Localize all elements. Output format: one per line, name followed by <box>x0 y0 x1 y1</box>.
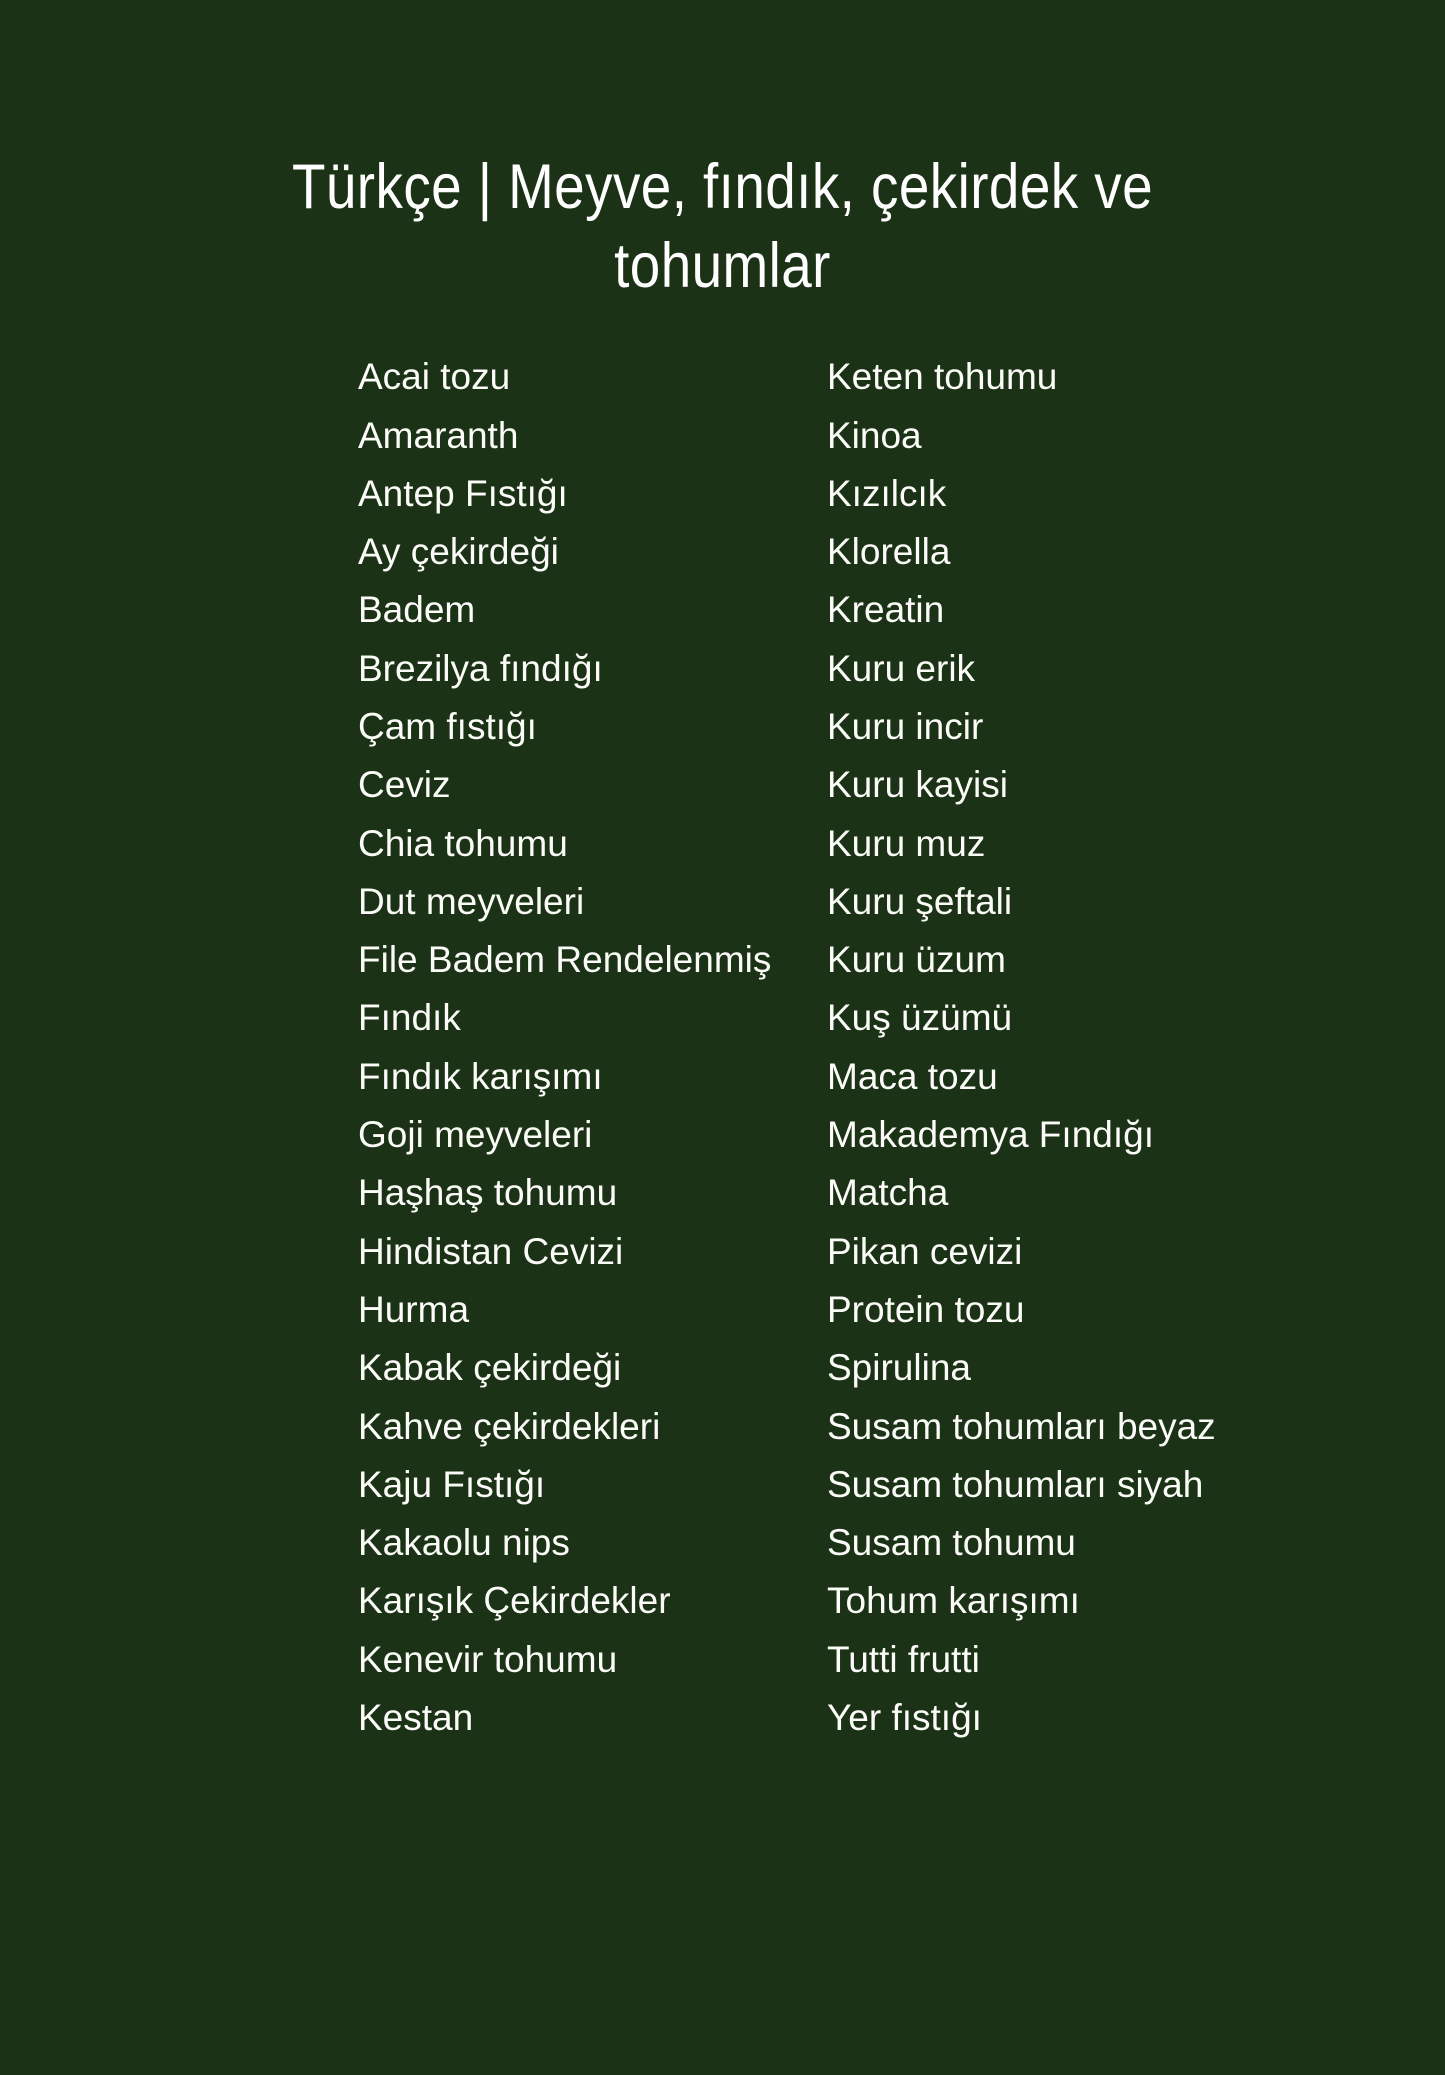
list-item: Chia tohumu <box>358 822 568 864</box>
list-item: Fındık karışımı <box>358 1055 603 1097</box>
page-title-line-2: tohumlar <box>614 231 831 301</box>
list-item: Tohum karışımı <box>827 1580 1080 1622</box>
list-item: Kuru kayisi <box>827 764 1008 806</box>
word-list <box>0 348 1445 1747</box>
list-item: Susam tohumları beyaz <box>827 1405 1216 1447</box>
list-item: Kızılcık <box>827 472 947 514</box>
list-item: Kahve çekirdekleri <box>358 1405 661 1447</box>
list-item: Kestan <box>358 1697 474 1739</box>
page-title <box>94 148 1351 306</box>
list-item: Hindistan Cevizi <box>358 1230 624 1272</box>
list-item: Susam tohumu <box>827 1522 1076 1564</box>
list-item: Karışık Çekirdekler <box>358 1580 671 1622</box>
list-item: Keten tohumu <box>827 356 1058 398</box>
list-item: Matcha <box>827 1172 949 1214</box>
list-item: Spirulina <box>827 1347 971 1389</box>
list-item: File Badem Rendelenmiş <box>358 939 772 981</box>
list-item: Kuru erik <box>827 647 976 689</box>
list-item: Hurma <box>358 1288 470 1330</box>
list-item: Pikan cevizi <box>827 1230 1023 1272</box>
list-item: Amaranth <box>358 414 519 456</box>
list-item: Antep Fıstığı <box>358 472 568 514</box>
list-item: Maca tozu <box>827 1055 998 1097</box>
list-item: Dut meyveleri <box>358 880 585 922</box>
list-item: Kuş üzümü <box>827 997 1013 1039</box>
page-title-line-1: Türkçe | Meyve, fındık, çekirdek ve <box>291 152 1154 222</box>
list-item: Protein tozu <box>827 1288 1025 1330</box>
word-column-left <box>358 348 827 1747</box>
list-item: Badem <box>358 589 476 631</box>
list-item: Acai tozu <box>358 356 511 398</box>
list-item: Fındık <box>358 997 461 1039</box>
list-item: Kabak çekirdeği <box>358 1347 622 1389</box>
word-column-right <box>827 348 1296 1747</box>
list-item: Kuru muz <box>827 822 986 864</box>
list-item: Susam tohumları siyah <box>827 1463 1204 1505</box>
list-item: Kuru şeftali <box>827 880 1013 922</box>
list-item: Goji meyveleri <box>358 1114 593 1156</box>
list-item: Brezilya fındığı <box>358 647 603 689</box>
list-item: Tutti frutti <box>827 1638 980 1680</box>
list-item: Makademya Fındığı <box>827 1114 1154 1156</box>
list-item: Kreatin <box>827 589 945 631</box>
page-background <box>0 148 1445 2075</box>
list-item: Kinoa <box>827 414 922 456</box>
list-item: Ceviz <box>358 764 451 806</box>
list-item: Kenevir tohumu <box>358 1638 618 1680</box>
list-item: Haşhaş tohumu <box>358 1172 618 1214</box>
list-item: Kuru üzum <box>827 939 1006 981</box>
list-item: Çam fıstığı <box>358 705 537 747</box>
list-item: Ay çekirdeği <box>358 531 559 573</box>
list-item: Klorella <box>827 531 951 573</box>
list-item: Kuru incir <box>827 705 984 747</box>
list-item: Yer fıstığı <box>827 1697 982 1739</box>
list-item: Kakaolu nips <box>358 1522 570 1564</box>
list-item: Kaju Fıstığı <box>358 1463 546 1505</box>
